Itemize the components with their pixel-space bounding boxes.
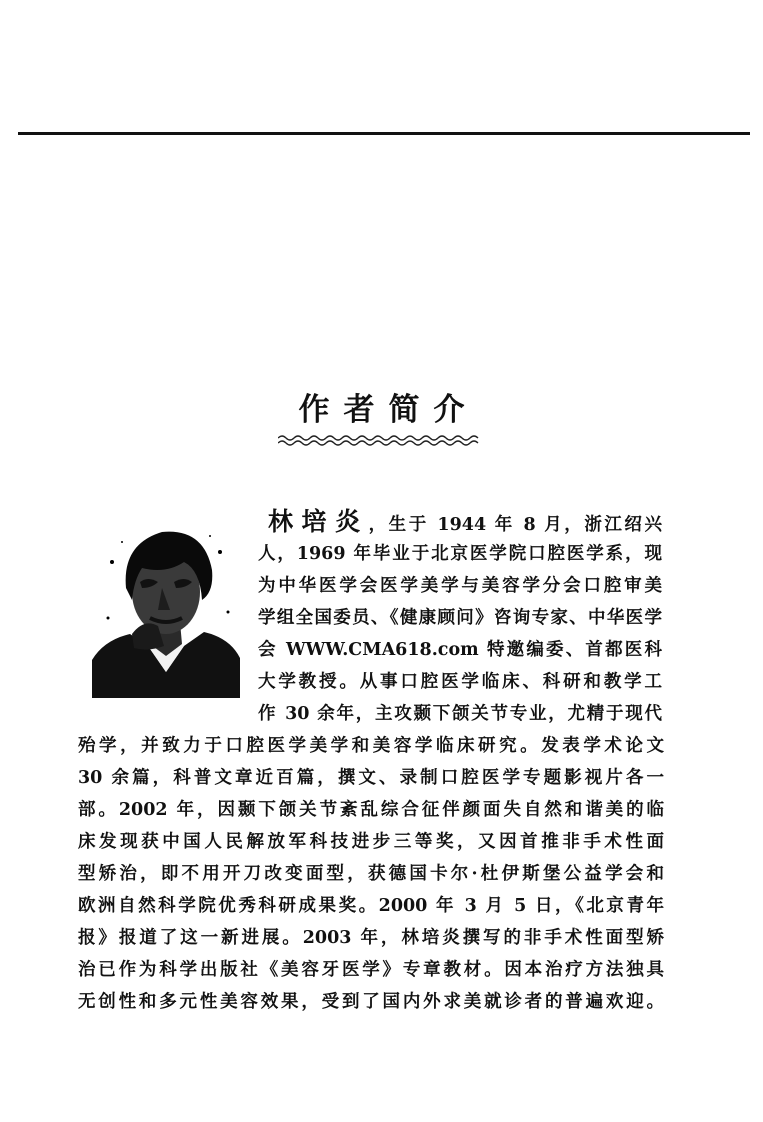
bio-line-12: 型矫治，即不用开刀改变面型，获德国卡尔·杜伊斯堡公益学会和 (78, 864, 664, 884)
bio-line-14: 报》报道了这一新进展。2003 年，林培炎撰写的非手术性面型矫 (78, 928, 664, 948)
bio-line-1-text: ，生于 1944 年 8 月，浙江绍兴 (368, 515, 662, 535)
bio-line-2: 人，1969 年毕业于北京医学院口腔医学系，现 (258, 544, 662, 564)
bio-line-9: 30 余篇，科普文章近百篇，撰文、录制口腔医学专题影视片各一 (78, 768, 664, 788)
bio-line-8: 殆学，并致力于口腔医学美学和美容学临床研究。发表学术论文 (78, 736, 664, 756)
bio-line-7: 作 30 余年，主攻颞下颌关节专业，尤精于现代 (258, 704, 662, 724)
bio-line-11: 床发现获中国人民解放军科技进步三等奖，又因首推非手术性面 (78, 832, 664, 852)
bio-line-13: 欧洲自然科学院优秀科研成果奖。2000 年 3 月 5 日，《北京青年 (78, 896, 664, 916)
bio-line-15: 治已作为科学出版社《美容牙医学》专章教材。因本治疗方法独具 (78, 960, 664, 980)
bio-line-5: 会 WWW.CMA618.com 特邀编委、首都医科 (258, 640, 662, 660)
bio-line-1 (268, 507, 662, 536)
bio-line-16: 无创性和多元性美容效果，受到了国内外求美就诊者的普遍欢迎。 (78, 992, 664, 1012)
author-name: 林培炎 (268, 507, 369, 536)
bio-line-3: 为中华医学会医学美学与美容学分会口腔审美 (258, 576, 662, 596)
bio-line-10: 部。2002 年，因颞下颌关节紊乱综合征伴颜面失自然和谐美的临 (78, 800, 664, 820)
bio-line-6: 大学教授。从事口腔医学临床、科研和教学工 (258, 672, 662, 692)
bio-line-4: 学组全国委员、《健康顾问》咨询专家、中华医学 (258, 608, 662, 628)
page-title: 作者简介 (298, 392, 479, 428)
